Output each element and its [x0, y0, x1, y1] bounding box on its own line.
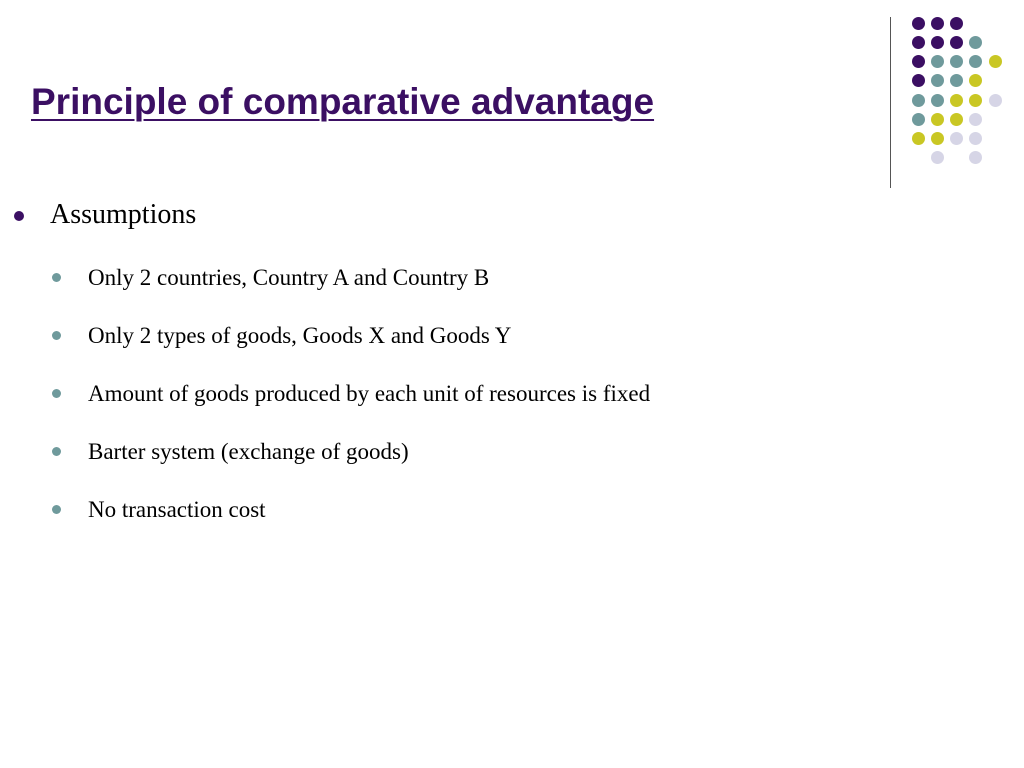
- decorative-dot: [950, 74, 963, 87]
- decorative-dot: [969, 74, 982, 87]
- decorative-dot: [912, 36, 925, 49]
- decorative-dot: [989, 55, 1002, 68]
- list-item: [0, 315, 900, 355]
- list-item: [0, 257, 900, 297]
- bullet-dot-icon: [52, 331, 61, 340]
- decorative-dot: [931, 94, 944, 107]
- decorative-dot: [931, 132, 944, 145]
- decorative-dot: [969, 94, 982, 107]
- decorative-dot: [950, 132, 963, 145]
- decorative-dot: [931, 151, 944, 164]
- list-item-text: No transaction cost: [88, 497, 266, 522]
- decorative-dot: [931, 113, 944, 126]
- bullet-dot-icon: [52, 447, 61, 456]
- header-divider-line: [890, 17, 891, 188]
- list-item: [0, 489, 900, 529]
- decorative-dot: [912, 55, 925, 68]
- list-item-text: Barter system (exchange of goods): [88, 439, 409, 464]
- list-item-text: Amount of goods produced by each unit of resources is fixed: [88, 381, 651, 406]
- decorative-dot: [912, 113, 925, 126]
- decorative-dot: [969, 132, 982, 145]
- list-item: [0, 431, 900, 471]
- decorative-dot: [950, 94, 963, 107]
- bullet-dot-icon: [52, 273, 61, 282]
- bullet-heading-label: Assumptions: [50, 199, 197, 230]
- list-item-text: Only 2 countries, Country A and Country B: [88, 265, 490, 290]
- decorative-dot: [969, 113, 982, 126]
- decorative-dot: [989, 94, 1002, 107]
- decorative-dot: [912, 17, 925, 30]
- decorative-dot: [969, 151, 982, 164]
- decorative-dot: [931, 74, 944, 87]
- decorative-dot: [912, 94, 925, 107]
- list-item-text: Only 2 types of goods, Goods X and Goods Y: [88, 323, 512, 348]
- decorative-dot: [931, 17, 944, 30]
- decorative-dot: [969, 36, 982, 49]
- bullet-dot-icon: [52, 505, 61, 514]
- decorative-dot: [950, 55, 963, 68]
- decorative-dot: [950, 36, 963, 49]
- bullet-dot-icon: [52, 389, 61, 398]
- decorative-dot: [931, 36, 944, 49]
- decorative-dot: [969, 55, 982, 68]
- decorative-dot: [912, 74, 925, 87]
- decorative-dot: [950, 17, 963, 30]
- bullet-dot-icon: [14, 211, 24, 221]
- decorative-dot: [931, 55, 944, 68]
- slide-title: Principle of comparative advantage: [31, 81, 655, 122]
- bullet-heading-assumptions: [0, 196, 600, 236]
- decorative-dot: [950, 113, 963, 126]
- list-item: [0, 373, 900, 413]
- decorative-dot: [912, 132, 925, 145]
